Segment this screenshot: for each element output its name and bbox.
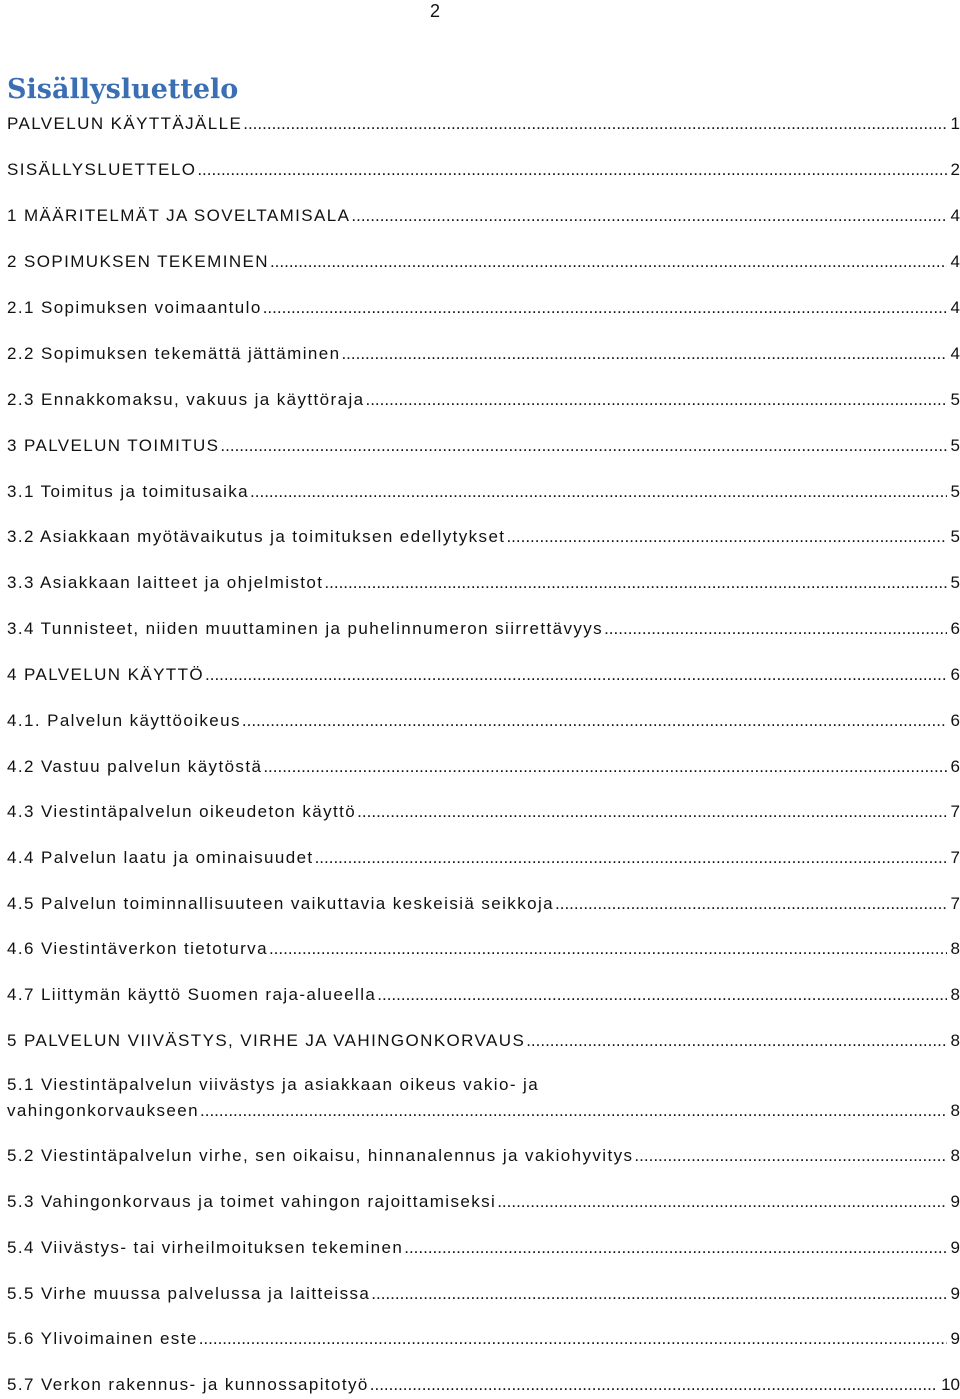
toc-entry-label: 2.3 Ennakkomaksu, vakuus ja käyttöraja [7, 390, 365, 409]
toc-entry-label: 5.6 Ylivoimainen este [7, 1329, 198, 1348]
toc-entry-page: 4 [950, 298, 960, 317]
toc-entry-page: 8 [950, 985, 960, 1004]
toc-entry-page: 8 [950, 1146, 960, 1165]
toc-entry-page: 4 [950, 344, 960, 363]
toc-leader-dots [243, 111, 946, 137]
toc-leader-dots [506, 524, 946, 550]
toc-entry-1[interactable] [7, 203, 960, 229]
toc-entry-label: 4.6 Viestintäverkon tietoturva [7, 939, 268, 958]
toc-entry-label: 3.4 Tunnisteet, niiden muuttaminen ja puhelinnumeron siirrettävyys [7, 619, 604, 638]
toc-entry-page: 8 [950, 1101, 960, 1120]
toc-entry-label: 4.5 Palvelun toiminnallisuuteen vaikuttavia keskeisiä seikkoja [7, 894, 554, 913]
toc-entry-label: 4.4 Palvelun laatu ja ominaisuudet [7, 848, 314, 867]
toc-entry-page: 7 [950, 802, 960, 821]
toc-entry-page: 5 [950, 527, 960, 546]
toc-entry-3-2[interactable] [7, 524, 960, 550]
toc-entry-4-7[interactable] [7, 982, 960, 1008]
toc-entry-label: 2.1 Sopimuksen voimaantulo [7, 298, 262, 317]
toc-leader-dots [404, 1235, 946, 1261]
toc-leader-dots [200, 1098, 947, 1124]
toc-leader-dots [315, 845, 947, 871]
toc-entry-label: 1 MÄÄRITELMÄT JA SOVELTAMISALA [7, 206, 351, 225]
toc-entry-page: 5 [950, 482, 960, 501]
toc-leader-dots [497, 1189, 946, 1215]
toc-entry-label: 3.2 Asiakkaan myötävaikutus ja toimituksen edellytykset [7, 527, 506, 546]
toc-leader-dots [370, 1372, 937, 1398]
toc-entry-5-7[interactable] [7, 1372, 960, 1398]
toc-entry-label: PALVELUN KÄYTTÄJÄLLE [7, 114, 243, 133]
toc-entry-label: 4.2 Vastuu palvelun käytöstä [7, 757, 263, 776]
toc-entry-page: 1 [950, 114, 960, 133]
toc-entry-label: 3.3 Asiakkaan laitteet ja ohjelmistot [7, 573, 324, 592]
toc-leader-dots [250, 479, 947, 505]
toc-entry-label: 4.3 Viestintäpalvelun oikeudeton käyttö [7, 802, 357, 821]
toc-entry-page: 9 [950, 1329, 960, 1348]
toc-entry-4-3[interactable] [7, 799, 960, 825]
toc-entry-page: 7 [950, 848, 960, 867]
toc-entry-label: 3 PALVELUN TOIMITUS [7, 436, 220, 455]
toc-entry-5-4[interactable] [7, 1235, 960, 1261]
toc-entry-page: 4 [950, 206, 960, 225]
toc-entry-page: 6 [950, 665, 960, 684]
toc-entry-4-2[interactable] [7, 754, 960, 780]
toc-leader-dots [242, 708, 947, 734]
toc-entry-label: 4 PALVELUN KÄYTTÖ [7, 665, 205, 684]
toc-leader-dots [357, 799, 946, 825]
toc-entry-label: SISÄLLYSLUETTELO [7, 160, 197, 179]
toc-entry-page: 5 [950, 436, 960, 455]
toc-entry-label: 5.5 Virhe muussa palvelussa ja laitteissa [7, 1284, 371, 1303]
toc-entry-label: 2 SOPIMUKSEN TEKEMINEN [7, 252, 269, 271]
toc-entry-label: 5.7 Verkon rakennus- ja kunnossapitotyö [7, 1375, 369, 1394]
toc-entry-label-line1: 5.1 Viestintäpalvelun viivästys ja asiakkaan oikeus vakio- ja [7, 1075, 540, 1094]
toc-leader-dots [371, 1281, 946, 1307]
toc-entry-label: 4.1. Palvelun käyttöoikeus [7, 711, 241, 730]
toc-leader-dots [526, 1028, 946, 1054]
toc-leader-dots [555, 891, 947, 917]
toc-entry-3[interactable] [7, 433, 960, 459]
toc-entry-page: 9 [950, 1192, 960, 1211]
toc-entry-label: 2.2 Sopimuksen tekemättä jättäminen [7, 344, 341, 363]
toc-entry-label: 5.4 Viivästys- tai virheilmoituksen tekeminen [7, 1238, 404, 1257]
toc-entry-label: 4.7 Liittymän käyttö Suomen raja-alueella [7, 985, 377, 1004]
toc-leader-dots [199, 1326, 947, 1352]
toc-entry-label: 3.1 Toimitus ja toimitusaika [7, 482, 250, 501]
toc-entry-5-1[interactable] [7, 1072, 960, 1124]
toc-leader-dots [365, 387, 946, 413]
toc-entry-2-3[interactable] [7, 387, 960, 413]
toc-entry-3-4[interactable] [7, 616, 960, 642]
toc-entry-4-1[interactable] [7, 708, 960, 734]
page-number: 2 [429, 1, 440, 21]
toc-leader-dots [377, 982, 946, 1008]
toc-title: Sisällysluettelo [7, 74, 239, 105]
toc-entry-page: 6 [950, 757, 960, 776]
toc-leader-dots [634, 1143, 946, 1169]
toc-leader-dots [269, 936, 947, 962]
toc-entry-page: 8 [950, 939, 960, 958]
toc-leader-dots [270, 249, 947, 275]
toc-entry-5-2[interactable] [7, 1143, 960, 1169]
toc-entry-page: 2 [950, 160, 960, 179]
toc-entry-page: 6 [950, 711, 960, 730]
toc-entry-page: 10 [941, 1375, 960, 1394]
toc-entry-2[interactable] [7, 249, 960, 275]
toc-leader-dots [324, 570, 946, 596]
toc-entry-5-6[interactable] [7, 1326, 960, 1352]
toc-entry-2-2[interactable] [7, 341, 960, 367]
toc-entry-line2 [7, 1098, 960, 1124]
toc-entry-2-1[interactable] [7, 295, 960, 321]
toc-leader-dots [220, 433, 946, 459]
toc-entry-page: 6 [950, 619, 960, 638]
toc-leader-dots [263, 754, 946, 780]
toc-leader-dots [351, 203, 946, 229]
toc-entry-4[interactable] [7, 662, 960, 688]
toc-entry-5-3[interactable] [7, 1189, 960, 1215]
toc-entry-page: 7 [950, 894, 960, 913]
toc-leader-dots [263, 295, 947, 321]
toc-leader-dots [197, 157, 946, 183]
toc-entry-page: 5 [950, 390, 960, 409]
toc-leader-dots [205, 662, 947, 688]
toc-leader-dots [604, 616, 946, 642]
toc-entry-palvelun-kayttajalle[interactable] [7, 111, 960, 137]
toc-entry-4-4[interactable] [7, 845, 960, 871]
toc-entry-label: 5.3 Vahingonkorvaus ja toimet vahingon rajoittamiseksi [7, 1192, 497, 1211]
toc-leader-dots [341, 341, 946, 367]
toc-entry-page: 9 [950, 1284, 960, 1303]
toc-entry-label: 5 PALVELUN VIIVÄSTYS, VIRHE JA VAHINGONKORVAUS [7, 1031, 526, 1050]
toc-entry-page: 4 [950, 252, 960, 271]
toc-entry-3-3[interactable] [7, 570, 960, 596]
toc-entry-page: 9 [950, 1238, 960, 1257]
toc-entry-label-line2: vahingonkorvaukseen [7, 1101, 199, 1120]
toc-entry-4-6[interactable] [7, 936, 960, 962]
toc-entry-sisallysluettelo[interactable] [7, 157, 960, 183]
toc-entry-page: 5 [950, 573, 960, 592]
toc-entry-5[interactable] [7, 1028, 960, 1054]
toc-entry-page: 8 [950, 1031, 960, 1050]
toc-entry-4-5[interactable] [7, 891, 960, 917]
toc-entry-3-1[interactable] [7, 479, 960, 505]
toc-entry-5-5[interactable] [7, 1281, 960, 1307]
toc-entry-label: 5.2 Viestintäpalvelun virhe, sen oikaisu, hinnanalennus ja vakiohyvitys [7, 1146, 634, 1165]
